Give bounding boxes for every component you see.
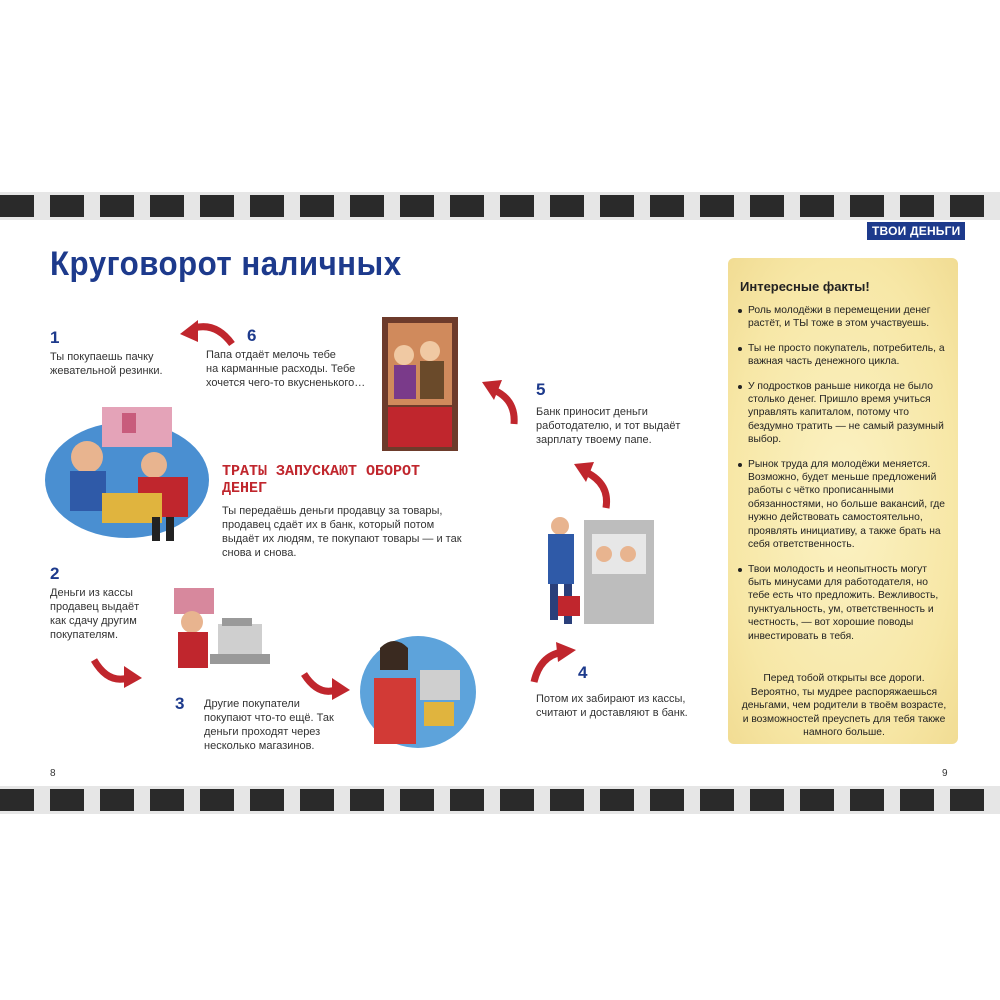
fact-item: У подростков раньше никогда не было столько денег. Пришло время учиться управлять капиталом, потому что бездумно тратить — не самый разумный выбор. <box>736 380 950 447</box>
step-4-text: Потом их забирают из кассы, считают и доставляют в банк. <box>536 693 688 719</box>
step-4-number: 4 <box>578 663 588 682</box>
facts-conclusion: Перед тобой открыты все дороги. Вероятно, ты мудрее распоряжаешься деньгами, чем родители в твоём возрасте, и возможностей преуспеть для тебя также намного больше. <box>741 673 947 739</box>
step-5-text: Банк приносит деньги работодателю, и тот выдаёт зарплату твоему папе. <box>536 406 681 446</box>
step-6-text: Папа отдаёт мелочь тебе на карманные расходы. Тебе хочется чего-то вкусненького… <box>206 349 366 389</box>
step-1-number: 1 <box>50 328 60 347</box>
step-5-number: 5 <box>536 380 546 399</box>
bank-window-illustration <box>380 315 460 455</box>
fact-item: Ты не просто покупатель, потребитель, а важная часть денежного цикла. <box>736 342 950 369</box>
arrow-6-to-1-icon <box>176 316 236 350</box>
step-3-text: Другие покупатели покупают что-то ещё. Так деньги проходят через несколько магазинов. <box>204 698 334 752</box>
cashier-illustration <box>170 582 280 674</box>
facts-list <box>736 304 950 654</box>
page-number-left: 8 <box>50 768 56 779</box>
cycle-subhead: ТРАТЫ ЗАПУСКАЮТ ОБОРОТ ДЕНЕГ <box>222 463 421 497</box>
arrow-3-to-4-icon <box>530 640 580 686</box>
arrow-5-to-6-icon <box>480 376 522 428</box>
step-6-number: 6 <box>247 326 257 345</box>
courier-illustration <box>528 510 658 636</box>
shop-counter-illustration <box>42 405 212 545</box>
page-number-right: 9 <box>942 768 948 779</box>
arrow-4-to-5-icon <box>572 458 614 512</box>
section-tag: ТВОИ ДЕНЬГИ <box>867 222 965 240</box>
page-title: Круговорот наличных <box>50 245 402 283</box>
fact-item: Роль молодёжи в перемещении денег растёт, и ТЫ тоже в этом участвуешь. <box>736 304 950 331</box>
top-checker-border <box>0 192 1000 220</box>
step-3-number: 3 <box>175 694 185 713</box>
facts-title: Интересные факты! <box>740 279 870 294</box>
shop-assistant-illustration <box>358 630 478 750</box>
arrow-2-to-3-icon <box>90 654 144 692</box>
fact-item: Рынок труда для молодёжи меняется. Возможно, будет меньше предложений работы с чётко прописанными обязанностями, но больше вакансий, где нужно действовать самостоятельно, проявлять инициативу, а также брать на себя ответственность. <box>736 458 950 552</box>
step-2-number: 2 <box>50 564 60 583</box>
arrow-3-icon <box>300 668 352 702</box>
cycle-text: Ты передаёшь деньги продавцу за товары, продавец сдаёт их в банк, который потом выдаёт их людям, те покупают товары — и так снова и снова. <box>222 505 462 559</box>
step-2-text: Деньги из кассы продавец выдаёт как сдачу другим покупателям. <box>50 587 140 641</box>
fact-item: Твои молодость и неопытность могут быть минусами для работодателя, но тебе есть что предложить. Вежливость, пунктуальность, ум, ответственность и честность, — вот хорошие поводы инвестировать в тебя. <box>736 563 950 643</box>
bottom-checker-border <box>0 786 1000 814</box>
step-1-text: Ты покупаешь пачку жевательной резинки. <box>50 351 163 377</box>
